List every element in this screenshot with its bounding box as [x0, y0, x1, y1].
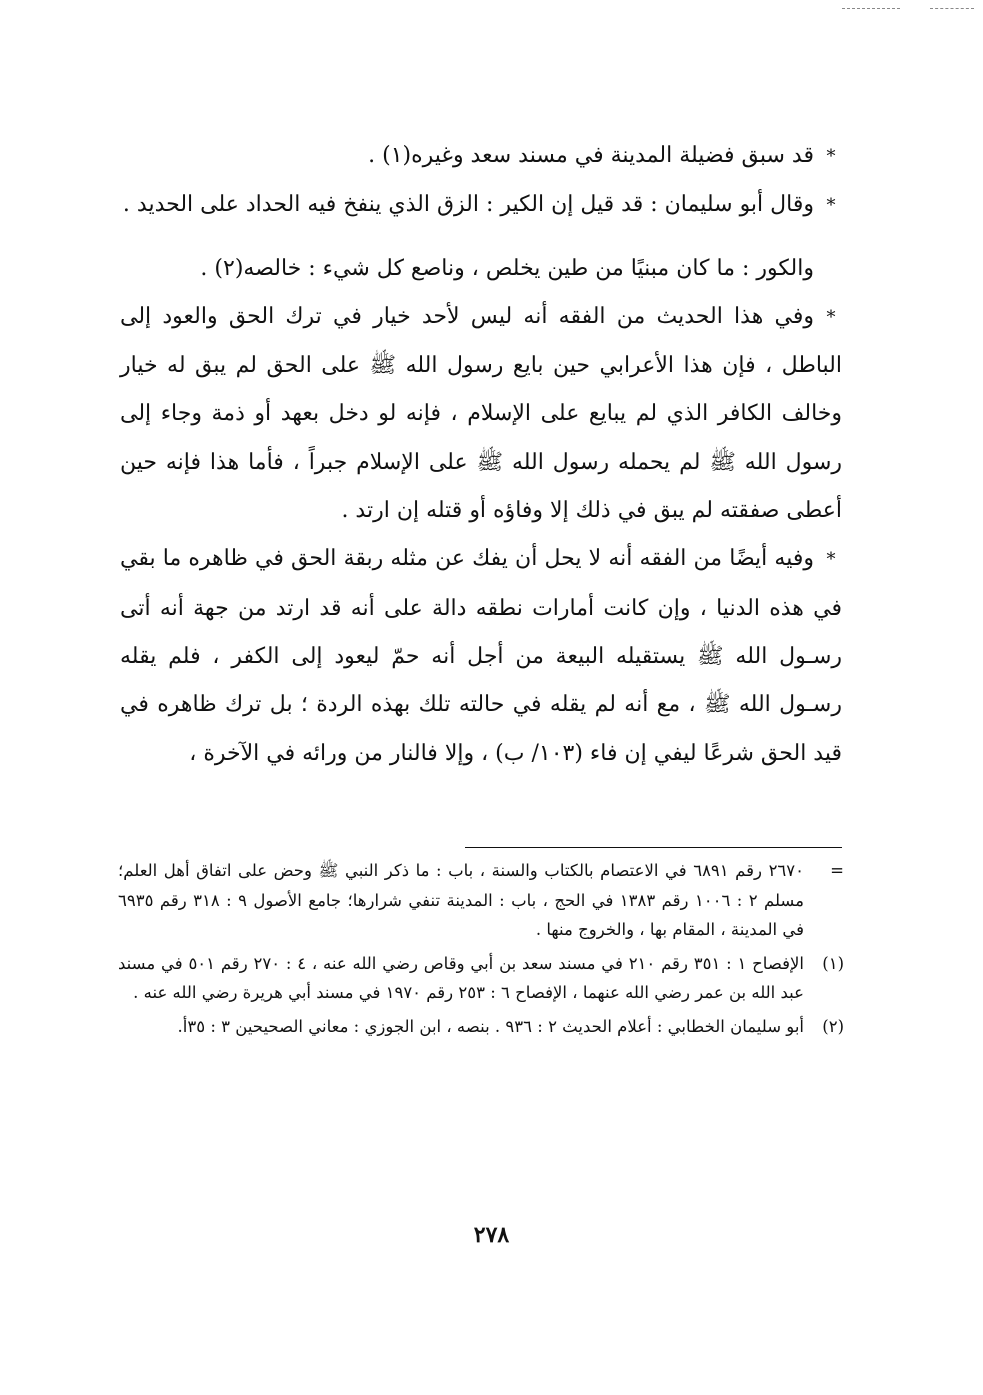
- paragraph: [120, 181, 842, 230]
- footnotes: [118, 856, 844, 1045]
- footnote-text: الإفصاح ١ : ٣٥١ رقم ٢١٠ في مسند سعد بن أبي وقاص رضي الله عنه ، ٤ : ٢٧٠ رقم ٥٠١ في مسند عبد الله بن عمر رضي الله عنهما ، الإفصاح ٦ : ٢٥٣ رقم ١٩٧٠ في مسند أبي هريرة رضي الله عنه .: [118, 953, 805, 1002]
- asterisk-icon: *: [826, 146, 836, 167]
- top-scan-mark: [930, 8, 974, 9]
- paragraph-text: وقال أبو سليمان : قد قيل إن الكير : الزق الذي ينفخ فيه الحداد على الحديد .: [122, 192, 814, 218]
- asterisk-icon: *: [826, 195, 836, 217]
- footnote-marker: (٢): [822, 1016, 844, 1036]
- paragraph: [120, 535, 842, 777]
- footnote-text: ٢٦٧٠ رقم ٦٨٩١ في الاعتصام بالكتاب والسنة ، باب : ما ذكر النبي ﷺ وحض على اتفاق أهل العلم؛ مسلم ٢ : ١٠٠٦ رقم ١٣٨٣ في الحج ، باب : المدينة تنفي شرارها؛ جامع الأصول ٩ : ٣١٨ رقم ٦٩٣٥ في المدينة ، المقام بها ، والخروج منها .: [118, 861, 805, 939]
- page-number: ٢٧٨: [473, 1222, 510, 1248]
- footnote-text: أبو سليمان الخطابي : أعلام الحديث ٢ : ٩٣٦ . بنصه ، ابن الجوزي : معاني الصحيحين ٣ : ٣٥أ.: [177, 1016, 804, 1036]
- paragraph-text: قد سبق فضيلة المدينة في مسند سعد وغيره(١) .: [368, 143, 814, 168]
- paragraph-text: وفيه أيضًا من الفقه أنه لا يحل أن يفك عن مثله ربقة الحق في ظاهره ما بقي في هذه الدنيا ، وإن كانت أمارات نطقه دالة على أنه قد ارتد من جهة أنه أتى رسـول الله ﷺ يستقيله البيعة من أجل أنه حمّ ليعود إلى الكفر ، فلم يقله رسـول الله ﷺ ، مع أنه لم يقله في حالته تلك بهذه الردة ؛ بل ترك ظاهره في قيد الحق شرعًا ليفي إن فاء (١٠٣/ ب) ، وإلا فالنار من ورائه في الآخرة ،: [120, 546, 842, 766]
- footnote-separator: [465, 847, 842, 848]
- footnote-marker: (١): [822, 953, 844, 973]
- footnote: [118, 856, 844, 945]
- top-scan-mark: [842, 8, 900, 9]
- paragraph-text: والكور : ما كان مبنيًا من طين يخلص ، وناصع كل شيء : خالصه(٢) .: [200, 255, 814, 281]
- asterisk-icon: *: [826, 549, 836, 571]
- footnote: [118, 949, 844, 1008]
- asterisk-icon: *: [826, 306, 836, 328]
- footnote-marker: =: [830, 861, 844, 880]
- footnote: [118, 1012, 844, 1042]
- paragraph: [120, 132, 842, 181]
- paragraph-text: وفي هذا الحديث من الفقه أنه ليس لأحد خيار في ترك الحق والعود إلى الباطل ، فإن هذا الأعرابي حين بايع رسول الله ﷺ على الحق لم يبق له خيار وخالف الكافر الذي لم يبايع على الإسلام ، فإنه لو دخل بعهد أو ذمة وجاء إلى رسول الله ﷺ لم يحمله رسول الله ﷺ على الإسلام جبراً ، فأما هذا فإنه حين أعطى صفقته لم يبق في ذلك إلا وفاؤه أو قتله إن ارتد .: [120, 303, 842, 524]
- paragraph: [120, 245, 842, 293]
- paragraph: [120, 293, 842, 535]
- main-text: [120, 132, 842, 778]
